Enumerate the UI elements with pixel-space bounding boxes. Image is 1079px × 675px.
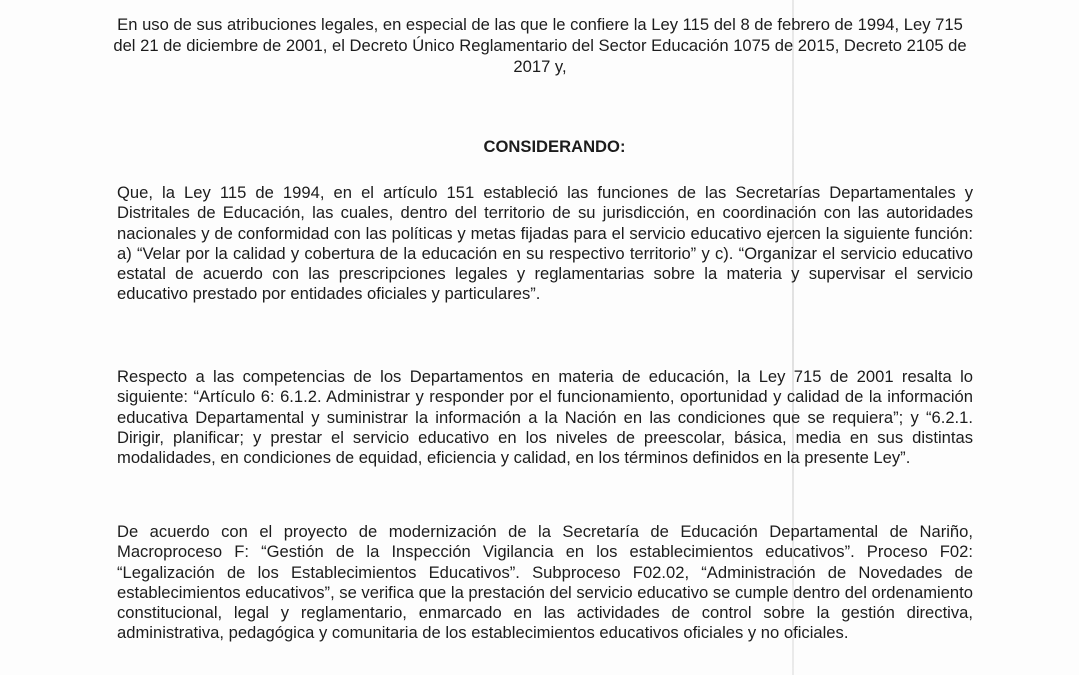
paragraph-ley-715: Respecto a las competencias de los Departamentos en materia de educación, la Ley 715 de 2001 resalta lo siguiente: “Artículo 6: 6.1.2. Administrar y responder por el funcionamiento, oportunidad y calidad de la información educativa Departamental y suministrar la información a la Nación en las condiciones que se requiera”; y “6.2.1. Dirigir, planificar; y prestar el servicio educativo en los niveles de preescolar, básica, media en sus distintas modalidades, en condiciones de equidad, eficiencia y calidad, en los términos definidos en la presente Ley”.	[117, 367, 973, 468]
intro-paragraph: En uso de sus atribuciones legales, en especial de las que le confiere la Ley 115 del 8 de febrero de 1994, Ley 715 del 21 de diciembre de 2001, el Decreto Único Reglamentario del Sector Educación 1075 de 2015, Decreto 2105 de 2017 y,	[113, 15, 967, 76]
section-heading: CONSIDERANDO:	[483, 137, 626, 156]
paragraph-ley-115: Que, la Ley 115 de 1994, en el artículo 151 estableció las funciones de las Secretarías Departamentales y Distritales de Educación, las cuales, dentro del territorio de su jurisdicción, en coordinación con las autoridades nacionales y de conformidad con las políticas y metas fijadas para el servicio educativo ejercen la siguiente función: a) “Velar por la calidad y cobertura de la educación en su respectivo territorio” y c). “Organizar el servicio educativo estatal de acuerdo con las prescripciones legales y reglamentarias sobre la materia y supervisar el servicio educativo prestado por entidades oficiales y particulares”.	[117, 183, 973, 304]
paragraph-modernizacion: De acuerdo con el proyecto de modernización de la Secretaría de Educación Departamental de Nariño, Macroproceso F: “Gestión de la Inspección Vigilancia en los establecimientos educativos”. Proceso F02: “Legalización de los Establecimientos Educativos”. Subproceso F02.02, “Administración de Novedades de establecimientos educativos”, se verifica que la prestación del servicio educativo se cumple dentro del ordenamiento constitucional, legal y reglamentario, enmarcado en las actividades de control sobre la gestión directiva, administrativa, pedagógica y comunitaria de los establecimientos educativos oficiales y no oficiales.	[117, 522, 973, 643]
